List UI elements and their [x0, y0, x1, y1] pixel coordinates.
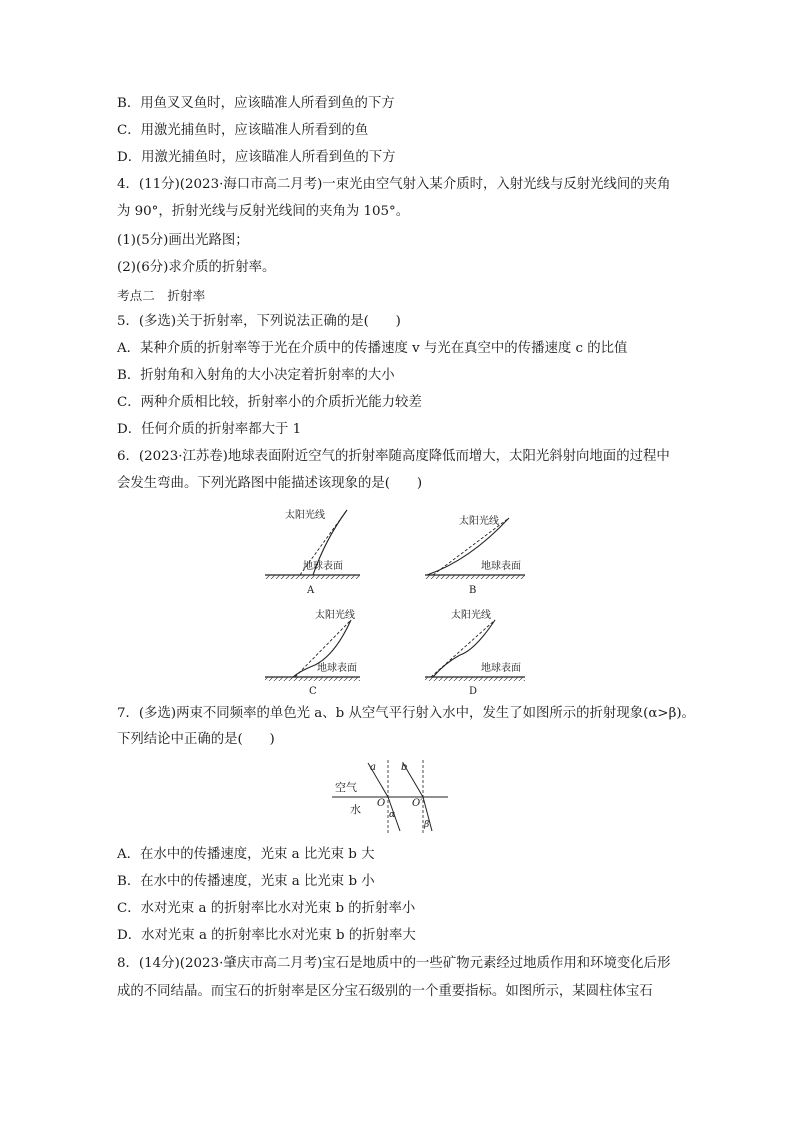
q4-stem-line1: 4．(11分)(2023·海口市高二月考)一束光由空气射入某介质时，入射光线与反射光线间的夹角 — [117, 177, 671, 192]
q7-stem-line2: 下列结论中正确的是( ) — [117, 732, 275, 747]
q6-stem-line1: 6．(2023·江苏卷)地球表面附近空气的折射率随高度降低而增大，太阳光斜射向地面的过程中 — [117, 449, 670, 464]
ray-a-label: a — [370, 762, 376, 773]
q5-stem: 5．(多选)关于折射率，下列说法正确的是( ) — [117, 314, 401, 329]
q8-stem-line1: 8．(14分)(2023·肇庆市高二月考)宝石是地质中的一些矿物元素经过地质作用和环境变化后形 — [117, 956, 671, 971]
diagram-b-surface-label: 地球表面 — [481, 561, 521, 572]
diagram-a — [265, 508, 360, 596]
q7-figure — [330, 755, 455, 835]
point-o2-label: O′ — [412, 798, 423, 809]
diagram-d-surface-label: 地球表面 — [481, 663, 521, 674]
diagram-a-surface-label: 地球表面 — [303, 561, 343, 572]
q7-option-c: C．水对光束 a 的折射率比水对光束 b 的折射率小 — [117, 901, 416, 916]
diagram-c-label: C — [309, 686, 317, 697]
diagram-a-sunlight-label: 太阳光线 — [285, 510, 325, 521]
diagram-d — [425, 608, 525, 697]
diagram-d-sunlight-label: 太阳光线 — [451, 610, 491, 621]
q7-option-b: B．在水中的传播速度，光束 a 比光束 b 小 — [117, 874, 375, 889]
diagram-a-label: A — [307, 585, 315, 596]
q4-stem-line2: 为 90°，折射光线与反射光线间的夹角为 105°。 — [117, 204, 410, 219]
diagram-b-label: B — [469, 585, 477, 596]
q7-option-d: D．水对光束 a 的折射率比水对光束 b 的折射率大 — [117, 928, 416, 943]
q5-option-c: C．两种介质相比较，折射率小的介质折光能力较差 — [117, 395, 422, 410]
diagram-c — [265, 608, 360, 697]
q5-option-a: A．某种介质的折射率等于光在介质中的传播速度 v 与光在真空中的传播速度 c 的比值 — [117, 341, 628, 356]
water-label: 水 — [350, 803, 361, 816]
section-heading: 考点二 折射率 — [117, 288, 206, 303]
q7-option-a: A．在水中的传播速度，光束 a 比光束 b 大 — [117, 847, 375, 862]
q4-part2: (2)(6分)求介质的折射率。 — [117, 260, 276, 275]
diagram-b-sunlight-label: 太阳光线 — [459, 516, 499, 527]
q6-stem-line2: 会发生弯曲。下列光路图中能描述该现象的是( ) — [117, 476, 423, 491]
alpha-label: α — [389, 810, 396, 820]
q6-figure — [255, 505, 545, 700]
q5-option-b: B．折射角和入射角的大小决定着折射率的大小 — [117, 368, 395, 383]
diagram-b — [425, 514, 525, 596]
point-o-label: O — [377, 798, 386, 809]
q7-stem-line1: 7．(多选)两束不同频率的单色光 a、b 从空气平行射入水中，发生了如图所示的折射现象(α>β)。 — [117, 706, 695, 721]
diagram-c-sunlight-label: 太阳光线 — [315, 610, 355, 621]
q5-option-d: D．任何介质的折射率都大于 1 — [117, 422, 302, 437]
q3-option-c: C．用激光捕鱼时，应该瞄准人所看到的鱼 — [117, 123, 369, 138]
q4-part1: (1)(5分)画出光路图； — [117, 233, 249, 248]
diagram-d-label: D — [469, 686, 478, 697]
diagram-c-surface-label: 地球表面 — [317, 663, 357, 674]
air-label: 空气 — [335, 781, 357, 794]
q3-option-b: B．用鱼叉叉鱼时，应该瞄准人所看到鱼的下方 — [117, 96, 395, 111]
beta-label: β — [424, 820, 430, 830]
q8-stem-line2: 成的不同结晶。而宝石的折射率是区分宝石级别的一个重要指标。如图所示，某圆柱体宝石 — [117, 984, 653, 999]
q3-option-d: D．用激光捕鱼时，应该瞄准人所看到鱼的下方 — [117, 150, 396, 165]
ray-b-label: b — [401, 762, 408, 773]
